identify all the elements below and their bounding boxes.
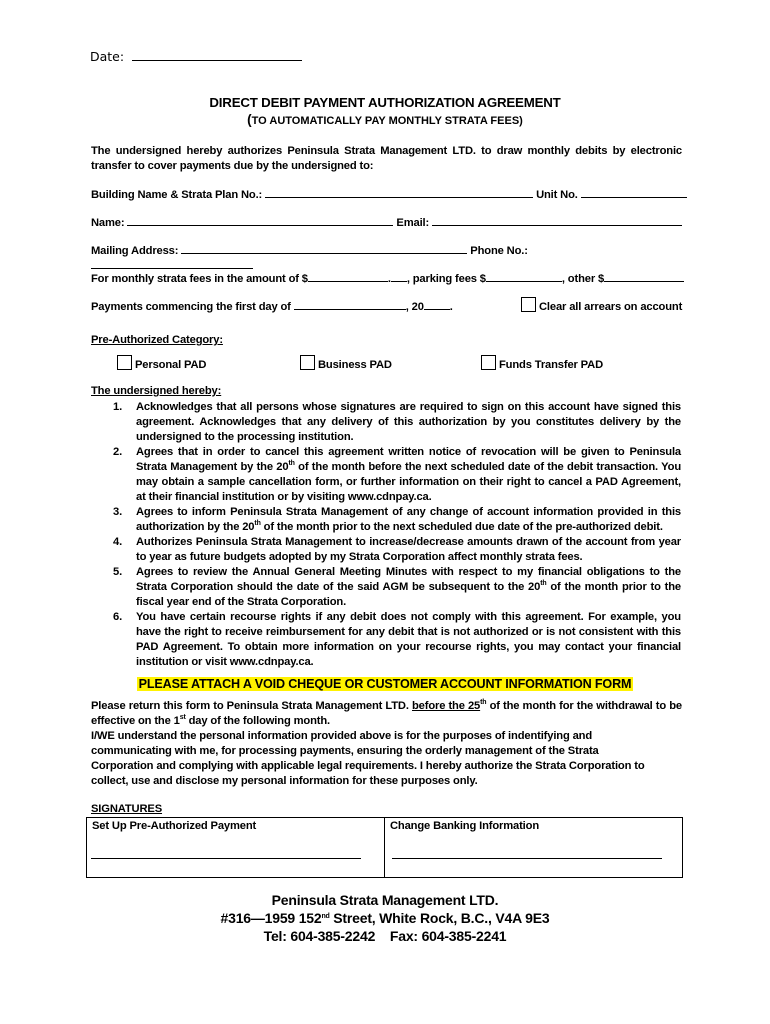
signatures-table (86, 817, 683, 878)
return-paragraph: Please return this form to Peninsula Strata Management LTD. before the 25th of the month for the withdrawal to be effective on the 1st day of the following month. (91, 699, 682, 727)
business-pad-label: Business PAD (318, 359, 392, 371)
other-fees-label: , other $ (561, 273, 605, 285)
change-banking-signature-line[interactable] (392, 858, 662, 859)
strata-fees-label: For monthly strata fees in the amount of $ (91, 273, 308, 285)
signatures-heading: SIGNATURES (91, 803, 163, 815)
name-field[interactable] (127, 214, 393, 226)
parking-fees-label: , parking fees $ (406, 273, 486, 285)
form-title: DIRECT DEBIT PAYMENT AUTHORIZATION AGREEMENT (209, 95, 561, 110)
term-item: 3. Agrees to inform Peninsula Strata Management of any change of account information provided in this authorization by the 20th of the month prior to the next scheduled due date of the pre-authorized debit. (113, 506, 681, 533)
building-row (91, 186, 691, 201)
unit-field[interactable] (581, 186, 687, 198)
footer-contact: Tel: 604-385-2242 Fax: 604-385-2241 (263, 928, 507, 944)
fees-row: For monthly strata fees in the amount of $ . , parking fees $ , other $ (91, 270, 691, 285)
form-subtitle: (TO AUTOMATICALLY PAY MONTHLY STRATA FEES) (247, 112, 523, 127)
clear-arrears-checkbox[interactable] (521, 297, 536, 312)
change-banking-cell (385, 818, 683, 878)
attach-notice-row (0, 675, 770, 693)
funds-transfer-pad-checkbox[interactable] (481, 355, 496, 370)
setup-pad-signature-line[interactable] (91, 858, 361, 859)
personal-pad-label: Personal PAD (135, 359, 207, 371)
year-label: , 20 (405, 301, 424, 313)
personal-pad-checkbox[interactable] (117, 355, 132, 370)
name-row (91, 214, 691, 229)
start-month-field[interactable] (294, 298, 406, 310)
mailing-address-label: Mailing Address: (91, 245, 179, 257)
terms-list (91, 400, 681, 670)
privacy-paragraph: I/WE understand the personal information provided above is for the purposes of indentifying and communicating with me, for processing payments, ensuring the orderly management of the Strata Corporation and complying with applicable legal requirements. I hereby authorize the Strata Corporation to collect, use and disclose my personal information for these purposes only. (91, 730, 645, 787)
start-year-field[interactable] (424, 298, 450, 310)
unit-label: Unit No. (536, 189, 578, 201)
date-field[interactable] (132, 49, 302, 61)
mailing-address-field[interactable] (181, 242, 467, 254)
date-row (90, 49, 302, 64)
phone-field[interactable] (91, 257, 253, 269)
category-heading: Pre-Authorized Category: (91, 334, 223, 346)
phone-label: Phone No.: (470, 245, 528, 257)
personal-pad-option[interactable] (117, 355, 206, 371)
funds-transfer-pad-label: Funds Transfer PAD (499, 359, 604, 371)
term-item: 1. Acknowledges that all persons whose signatures are required to sign on this account have signed this agreement. Acknowledges that any delivery of this authorization by you constitutes delivery by the undersigned to the processing institution. (113, 401, 681, 443)
footer-address: #316—1959 152nd Street, White Rock, B.C., V4A 9E3 (220, 910, 550, 926)
strata-fees-cents-field[interactable] (391, 270, 407, 282)
intro-paragraph: The undersigned hereby authorizes Peninsula Strata Management LTD. to draw monthly debits by electronic transfer to cover payments due by the undersigned to: (91, 145, 682, 172)
building-field[interactable] (265, 186, 533, 198)
email-field[interactable] (432, 214, 682, 226)
date-label: Date: (90, 49, 125, 64)
building-label: Building Name & Strata Plan No.: (91, 189, 263, 201)
terms-heading: The undersigned hereby: (91, 385, 222, 397)
clear-arrears-option[interactable] (521, 297, 682, 313)
strata-fees-field[interactable] (308, 270, 388, 282)
business-pad-checkbox[interactable] (300, 355, 315, 370)
payments-row: Payments commencing the first day of , 20 . (91, 298, 691, 313)
term-item: 5. Agrees to review the Annual General Meeting Minutes with respect to my financial obligations to the Strata Corporation should the date of the said AGM be subsequent to the 20th of the month prior to the fiscal year end of the Strata Corporation. (113, 566, 681, 608)
parking-fees-field[interactable] (486, 270, 562, 282)
setup-pad-label: Set Up Pre-Authorized Payment (92, 820, 257, 832)
funds-transfer-pad-option[interactable] (481, 355, 603, 371)
attach-notice: PLEASE ATTACH A VOID CHEQUE OR CUSTOMER ACCOUNT INFORMATION FORM (138, 677, 632, 691)
email-label: Email: (396, 217, 430, 229)
term-item: 2. Agrees that in order to cancel this agreement written notice of revocation will be given to Peninsula Strata Management by the 20th of the month before the next scheduled date of the debit transaction. You may obtain a sample cancellation form, or further information on their right to cancel a PAD Agreement, at their financial institution or by visiting www.cdnpay.ca. (113, 446, 682, 503)
footer-company: Peninsula Strata Management LTD. (271, 892, 499, 908)
clear-arrears-label: Clear all arrears on account (539, 301, 683, 313)
term-item: 4. Authorizes Peninsula Strata Management to increase/decrease amounts drawn of the account from year to year as future budgets adopted by my Strata Corporation affect monthly strata fees. (113, 536, 681, 563)
payments-label: Payments commencing the first day of (91, 301, 291, 313)
footer-block (0, 891, 770, 945)
name-label: Name: (91, 217, 125, 229)
mailing-row (91, 242, 691, 272)
other-fees-field[interactable] (604, 270, 684, 282)
setup-pad-cell (87, 818, 385, 878)
term-item: 6. You have certain recourse rights if any debit does not comply with this agreement. For example, you have the right to receive reimbursement for any debit that is not authorized or is not consistent with this PAD Agreement. To obtain more information on your recourse rights, you may contact your financial institution or visit www.cdnpay.ca. (113, 611, 681, 668)
business-pad-option[interactable] (300, 355, 392, 371)
change-banking-label: Change Banking Information (390, 820, 539, 832)
